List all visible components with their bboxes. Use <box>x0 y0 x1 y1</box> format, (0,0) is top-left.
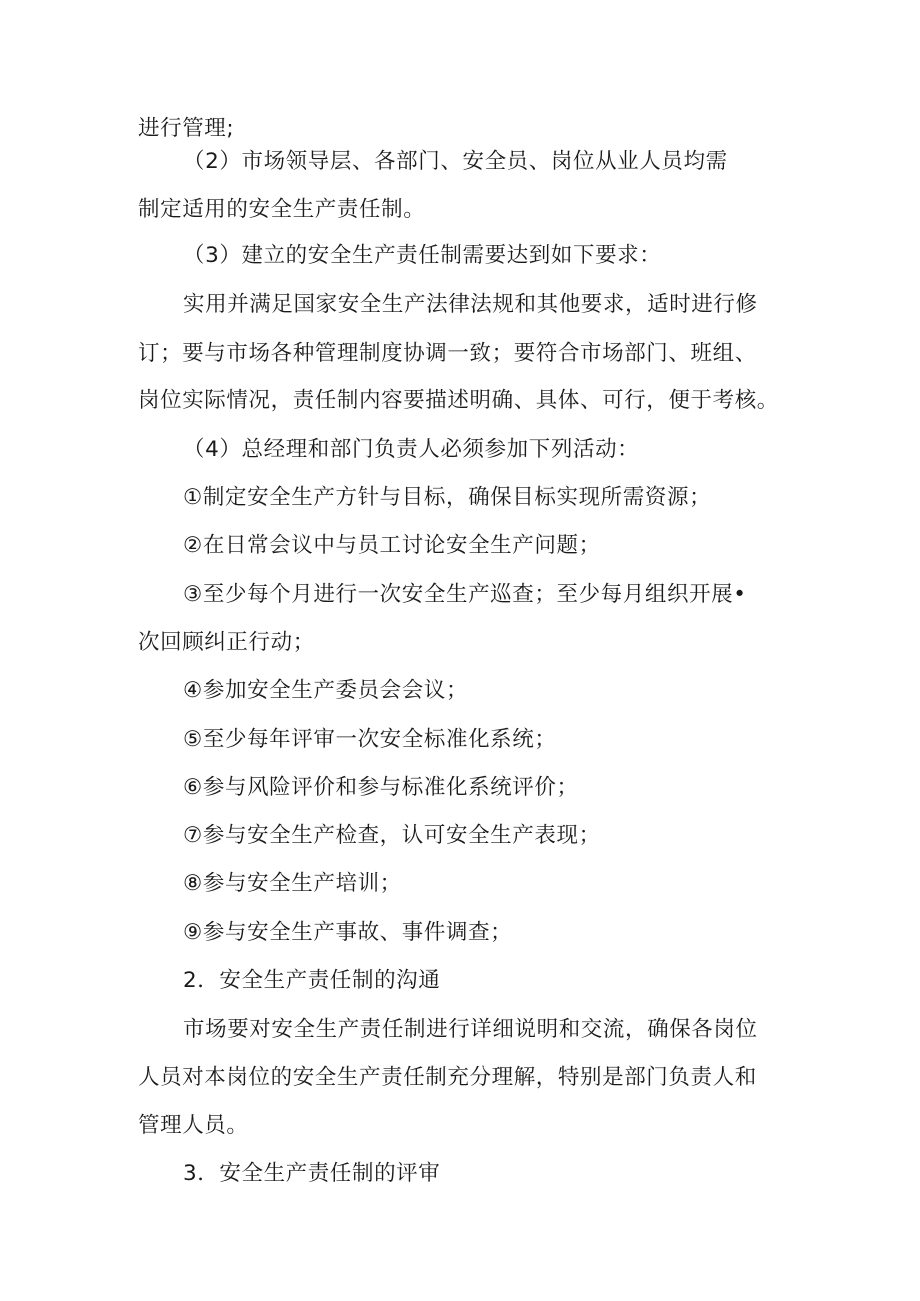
text-line: 制定适用的安全生产责任制。 <box>138 197 426 222</box>
text-line: 订；要与市场各种管理制度协调一致；要符合市场部门、班组、 <box>138 341 757 366</box>
text-line: 实用并满足国家安全生产法律法规和其他要求，适时进行修 <box>183 292 758 317</box>
list-item: ⑥参与风险评价和参与标准化系统评价； <box>183 775 579 800</box>
item-heading: （2）市场领导层、各部门、安全员、岗位从业人员均需 <box>183 149 728 174</box>
text-line: 人员对本岗位的安全生产责任制充分理解，特别是部门负责人和 <box>138 1065 757 1090</box>
text-line: 市场要对安全生产责任制进行详细说明和交流，确保各岗位 <box>183 1017 758 1042</box>
section-heading: 2．安全生产责任制的沟通 <box>183 968 441 993</box>
text-line: 次回顾纠正行动； <box>138 630 315 655</box>
text-line: 管理人员。 <box>138 1113 249 1138</box>
text-line: 岗位实际情况，责任制内容要描述明确、具体、可行，便于考核。 <box>138 388 779 413</box>
list-item: ⑨参与安全生产事故、事件调查； <box>183 920 513 945</box>
text-line: 进行管理; <box>138 116 235 141</box>
item-heading: （3）建立的安全生产责任制需要达到如下要求： <box>183 243 662 268</box>
list-item: ⑧参与安全生产培训； <box>183 871 402 896</box>
list-item: ①制定安全生产方针与目标，确保目标实现所需资源； <box>183 485 712 510</box>
section-heading: 3．安全生产责任制的评审 <box>183 1161 441 1186</box>
list-item: ②在日常会议中与员工讨论安全生产问题； <box>183 533 601 558</box>
list-item: ③至少每个月进行一次安全生产巡查；至少每月组织开展• <box>183 582 747 607</box>
item-heading: （4）总经理和部门负责人必须参加下列活动： <box>183 437 640 462</box>
list-item: ④参加安全生产委员会会议； <box>183 678 469 703</box>
list-item: ⑤至少每年评审一次安全标准化系统； <box>183 727 557 752</box>
list-item: ⑦参与安全生产检查，认可安全生产表现； <box>183 823 601 848</box>
